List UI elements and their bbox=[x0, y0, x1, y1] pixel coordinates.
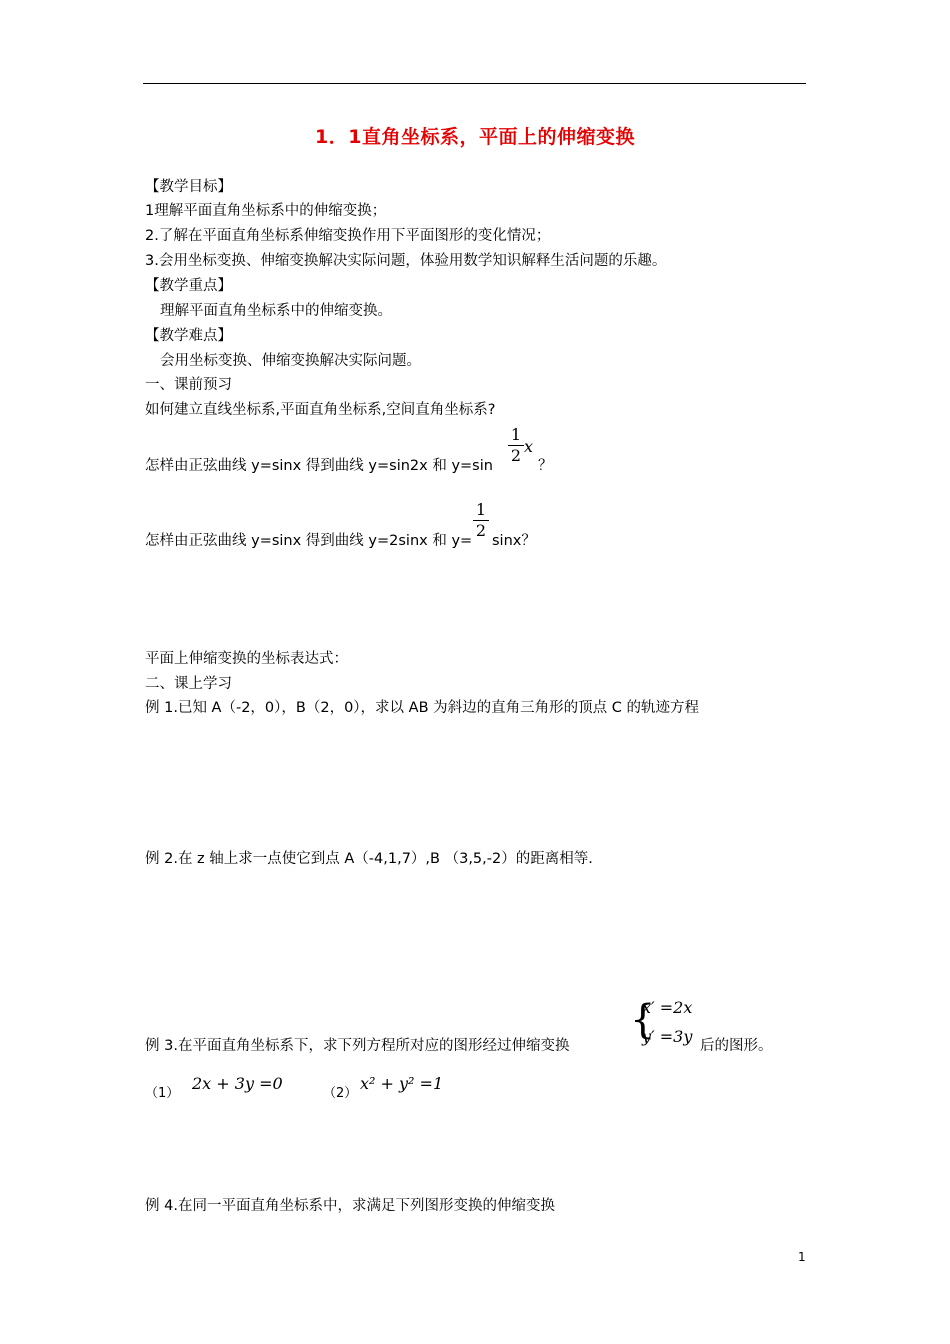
question-2-text: 怎样由正弦曲线 y=sinx 得到曲线 y=sin2x 和 y=sin bbox=[145, 458, 493, 474]
objective-3: 3.会用坐标变换、伸缩变换解决实际问题，体验用数学知识解释生活问题的乐趣。 bbox=[145, 253, 667, 269]
part-1-equation: 2x + 3y =0 bbox=[192, 1074, 283, 1093]
header-rule bbox=[143, 83, 806, 84]
preview-heading: 一、课前预习 bbox=[145, 377, 232, 393]
difficulty-text: 会用坐标变换、伸缩变换解决实际问题。 bbox=[160, 353, 421, 369]
preview-question-1: 如何建立直线坐标系,平面直角坐标系,空间直角坐标系? bbox=[145, 402, 496, 418]
preview-question-3 bbox=[145, 531, 472, 551]
part-2-label: （2） bbox=[323, 1086, 358, 1101]
document-title: 1．1直角坐标系，平面上的伸缩变换 bbox=[315, 126, 635, 148]
example-2: 例 2.在 z 轴上求一点使它到点 A（-4,1,7）,B （3,5,-2）的距离相等. bbox=[145, 851, 593, 867]
example-3-tail: 后的图形。 bbox=[700, 1038, 773, 1054]
example-4: 例 4.在同一平面直角坐标系中，求满足下列图形变换的伸缩变换 bbox=[145, 1198, 555, 1214]
focus-heading: 【教学重点】 bbox=[145, 278, 232, 294]
fraction-numerator: 1 bbox=[475, 500, 487, 519]
example-1: 例 1.已知 A（-2，0），B（2，0），求以 AB 为斜边的直角三角形的顶点 C 的轨迹方程 bbox=[145, 700, 699, 716]
preview-question-2 bbox=[145, 456, 493, 476]
fraction-denominator: 2 bbox=[475, 521, 487, 540]
system-equation-2: y′ =3y bbox=[642, 1027, 693, 1046]
difficulty-heading: 【教学难点】 bbox=[145, 328, 232, 344]
question-2-tail: ？ bbox=[538, 458, 553, 474]
formula-label: 平面上伸缩变换的坐标表达式： bbox=[145, 651, 348, 667]
part-2-equation: x² + y² =1 bbox=[360, 1074, 444, 1093]
question-3-tail: sinx？ bbox=[492, 533, 536, 549]
fraction-variable: x bbox=[524, 437, 534, 456]
system-equation-1: x′ =2x bbox=[642, 998, 693, 1017]
fraction-denominator: 2 bbox=[510, 446, 522, 465]
objective-1: 1理解平面直角坐标系中的伸缩变换； bbox=[145, 203, 387, 219]
fraction-numerator: 1 bbox=[510, 425, 522, 444]
objectives-heading: 【教学目标】 bbox=[145, 179, 232, 195]
example-3: 例 3.在平面直角坐标系下，求下列方程所对应的图形经过伸缩变换 bbox=[145, 1038, 570, 1054]
objective-2: 2.了解在平面直角坐标系伸缩变换作用下平面图形的变化情况； bbox=[145, 228, 551, 244]
focus-text: 理解平面直角坐标系中的伸缩变换。 bbox=[160, 303, 392, 319]
fraction-half-1 bbox=[508, 426, 524, 465]
fraction-half-2 bbox=[473, 501, 489, 540]
page-number: 1 bbox=[798, 1250, 806, 1264]
question-3-text: 怎样由正弦曲线 y=sinx 得到曲线 y=2sinx 和 y= bbox=[145, 533, 473, 549]
left-brace: { bbox=[630, 997, 656, 1043]
part-1-label: （1） bbox=[145, 1086, 180, 1101]
study-heading: 二、课上学习 bbox=[145, 676, 232, 692]
